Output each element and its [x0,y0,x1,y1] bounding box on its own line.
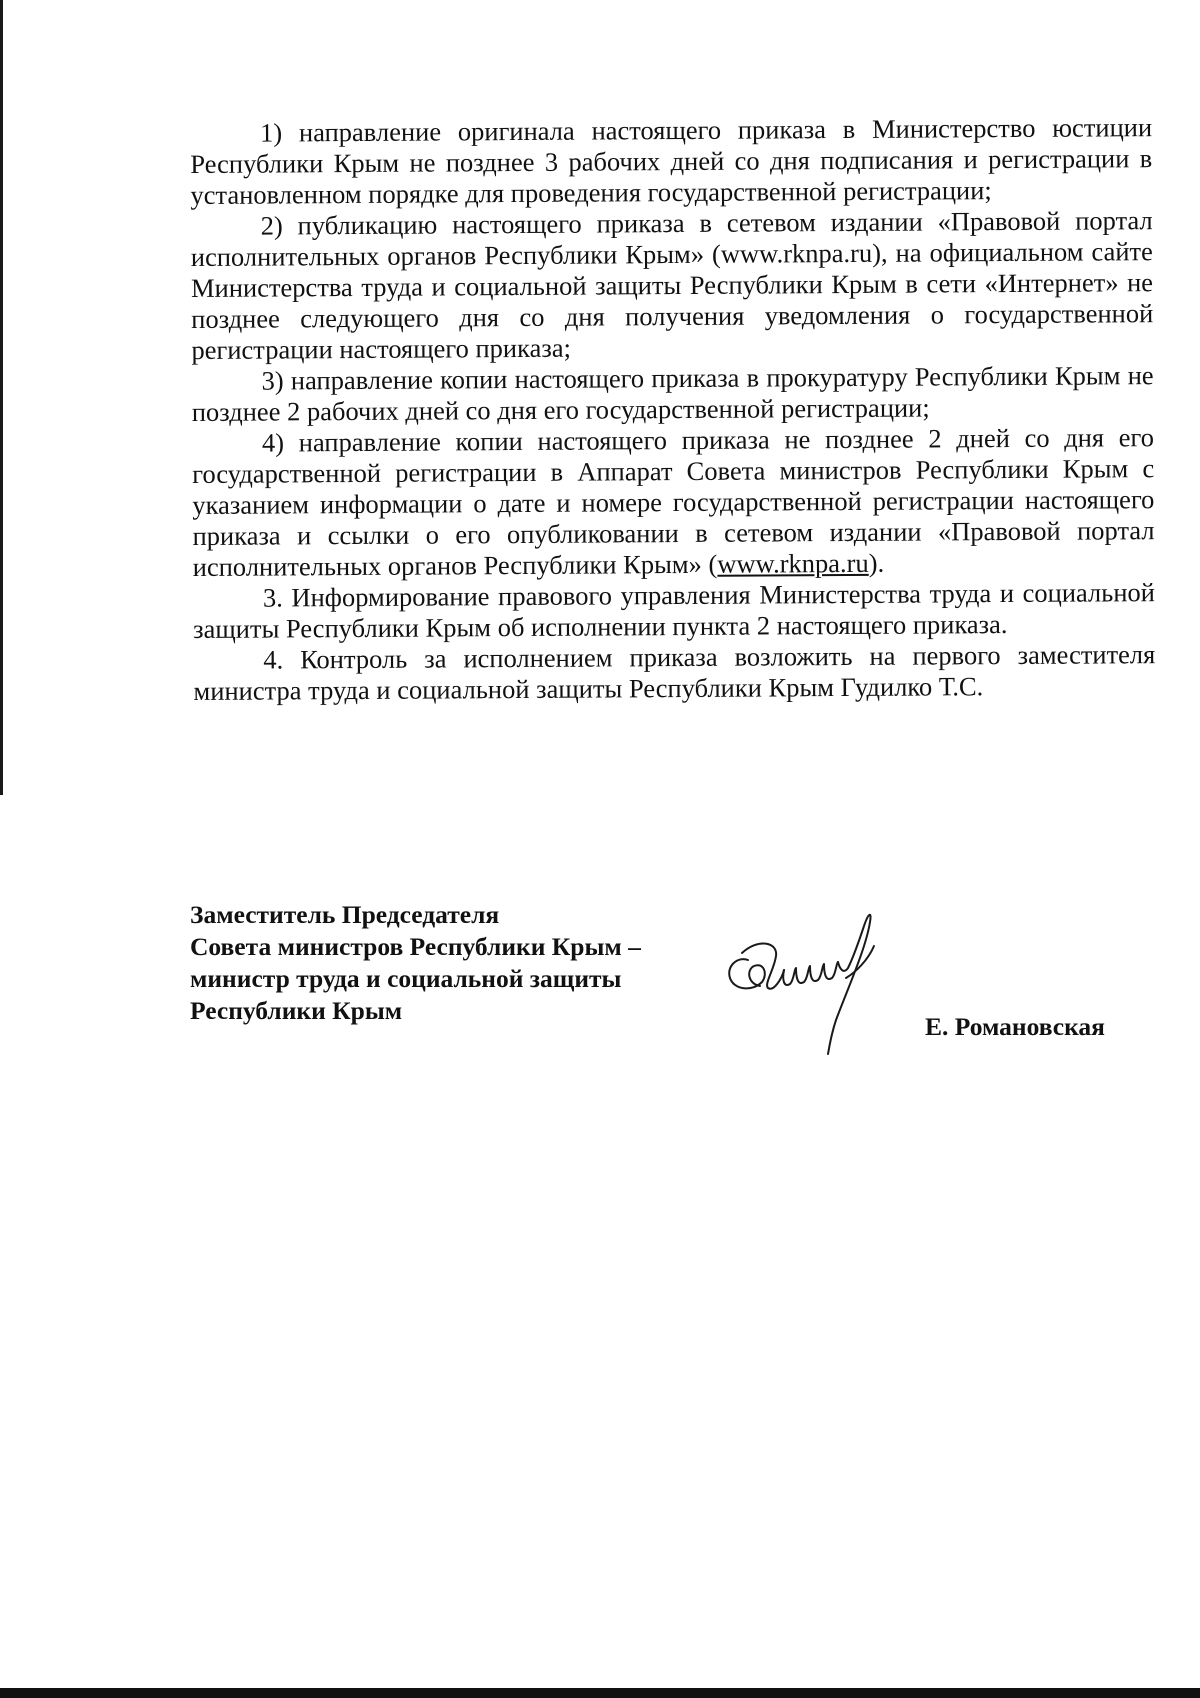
paragraph-2: 2) публикацию настоящего приказа в сетевом издании «Правовой портал исполнительных органов Республики Крым» (www.rknpa.ru), на официальном сайте Министерства труда и социальной защиты Республики Крым в сети «Интернет» не позднее следующего дня со дня получения уведомления о государственной регистрации настоящего приказа; [190,205,1154,365]
paragraph-4-url: www.rknpa.ru [717,547,869,579]
signatory-name: Е. Романовская [925,1012,1105,1041]
scan-edge-bottom [0,1688,1200,1698]
paragraph-4-text: 4) направление копии настоящего приказа не позднее 2 дней со дня его государственной регистрации в Аппарат Совета министров Республики Крым с указанием информации о дате и номере государственной регистрации настоящего приказа и ссылки о его опубликовании в сетевом издании «Правовой портал исполнительных органов Республики Крым» ( [192,422,1155,582]
signatory-title-line: министр труда и социальной защиты [190,964,622,993]
paragraph-6: 4. Контроль за исполнением приказа возложить на первого заместителя министра труда и социальной защиты Республики Крым Гудилко Т.С. [193,639,1156,706]
signatory-title-line: Заместитель Председателя [190,900,500,929]
signatory-title-line: Совета министров Республики Крым – [190,932,641,961]
paragraph-5: 3. Информирование правового управления Министерства труда и социальной защиты Республики Крым об исполнении пункта 2 настоящего приказа. [193,577,1156,644]
signatory-title-line: Республики Крым [190,996,403,1025]
paragraph-1: 1) направление оригинала настоящего приказа в Министерство юстиции Республики Крым не позднее 3 рабочих дней со дня подписания и регистрации в установленном порядке для проведения государственной регистрации; [190,112,1153,210]
paragraph-3: 3) направление копии настоящего приказа в прокуратуру Республики Крым не позднее 2 рабочих дней со дня его государственной регистрации; [191,360,1154,427]
paragraph-4 [192,422,1155,583]
handwritten-signature [718,908,898,1058]
document-body [190,112,1156,707]
paragraph-4-tail: ). [868,547,885,578]
scan-edge-left [0,0,3,795]
signatory-title [190,899,710,1027]
